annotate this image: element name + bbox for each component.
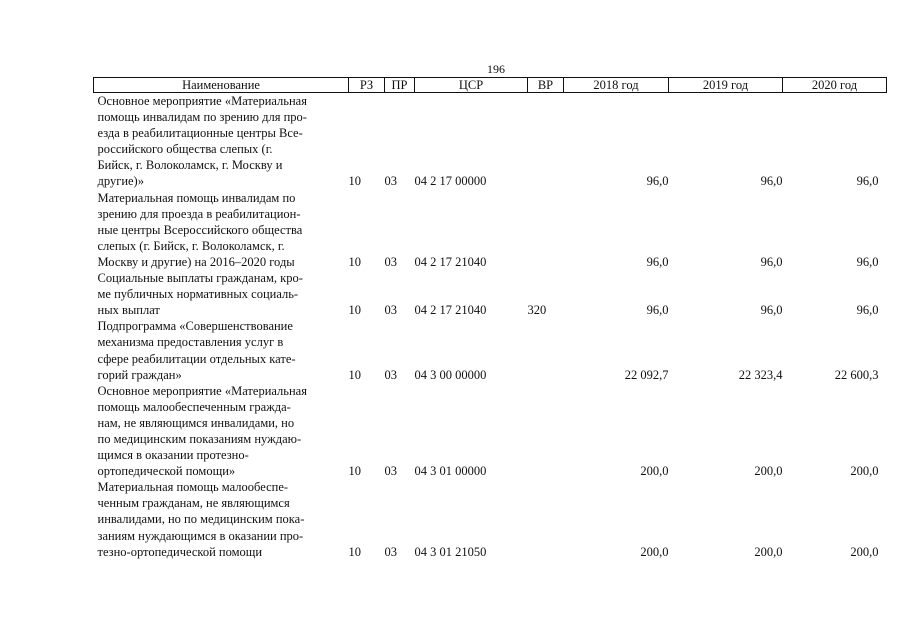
row-value-2019: 96,0	[760, 254, 783, 269]
row-value-2019: 22 323,4	[738, 367, 783, 382]
row-name-line: ме публичных нормативных социаль-	[97, 287, 299, 302]
row-value-2018: 96,0	[646, 174, 669, 189]
row-rz: 10	[348, 544, 361, 559]
table-row	[94, 190, 887, 270]
row-value-2020: 96,0	[856, 303, 879, 318]
row-csr: 04 2 17 00000	[414, 174, 487, 189]
row-name	[94, 479, 349, 559]
row-name	[94, 190, 349, 270]
budget-table	[93, 77, 887, 560]
row-name-line: по медицинским показаниям нуждаю-	[97, 431, 302, 446]
row-pr: 03	[384, 544, 397, 559]
row-name-line: ные центры Всероссийского общества	[97, 222, 303, 237]
column-header-2019: 2019 год	[669, 78, 783, 93]
row-name-line: нам, не являющимся инвалидами, но	[97, 415, 295, 430]
table-row	[94, 383, 887, 480]
row-name-line: помощь инвалидам по зрению для про-	[97, 110, 307, 125]
row-pr: 03	[384, 174, 397, 189]
row-name	[94, 270, 349, 318]
row-value-2019: 96,0	[760, 303, 783, 318]
row-value-2018: 96,0	[646, 254, 669, 269]
row-name-line: заниям нуждающимся в оказании про-	[97, 528, 304, 543]
table-row	[94, 93, 887, 190]
row-name-line: ченным гражданам, не являющимся	[97, 496, 290, 511]
row-name-line: инвалидами, но по медицинским пока-	[97, 512, 305, 527]
table-row	[94, 318, 887, 382]
row-name-line: помощь малообеспеченным гражда-	[97, 399, 291, 414]
row-name-line: ортопедической помощи»	[97, 464, 236, 479]
row-name-line: зрению для проезда в реабилитацион-	[97, 206, 301, 221]
row-rz: 10	[348, 254, 361, 269]
row-vr	[528, 93, 564, 190]
row-name	[94, 383, 349, 480]
table-header-row	[94, 78, 887, 93]
row-name-line: Подпрограмма «Совершенствование	[97, 319, 293, 334]
table-row	[94, 479, 887, 559]
column-header-2020: 2020 год	[783, 78, 887, 93]
row-value-2020: 22 600,3	[834, 367, 879, 382]
row-vr	[528, 479, 564, 559]
table-row	[94, 270, 887, 318]
row-vr	[528, 383, 564, 480]
row-name-line: сфере реабилитации отдельных кате-	[97, 351, 296, 366]
row-value-2020: 96,0	[856, 254, 879, 269]
column-header-vr: ВР	[528, 78, 564, 93]
row-value-2018: 96,0	[646, 303, 669, 318]
row-pr: 03	[384, 303, 397, 318]
row-name-line: езда в реабилитационные центры Все-	[97, 126, 303, 141]
row-name-line: Бийск, г. Волоколамск, г. Москву и	[97, 158, 283, 173]
column-header-rz: РЗ	[349, 78, 385, 93]
row-vr	[528, 318, 564, 382]
row-value-2019: 200,0	[754, 464, 783, 479]
row-name-line: Основное мероприятие «Материальная	[97, 383, 307, 398]
row-name-line: тезно-ортопедической помощи	[97, 544, 263, 559]
row-pr: 03	[384, 367, 397, 382]
row-csr: 04 2 17 21040	[414, 303, 487, 318]
row-rz: 10	[348, 367, 361, 382]
row-value-2020: 200,0	[850, 464, 879, 479]
row-csr: 04 3 01 00000	[414, 464, 487, 479]
row-value-2019: 96,0	[760, 174, 783, 189]
row-name-line: Москву и другие) на 2016–2020 годы	[97, 254, 295, 269]
row-value-2018: 200,0	[640, 544, 669, 559]
row-vr: 320	[527, 303, 547, 318]
row-name	[94, 318, 349, 382]
row-name-line: горий граждан»	[97, 367, 182, 382]
row-value-2018: 200,0	[640, 464, 669, 479]
row-name-line: другие)»	[97, 174, 144, 189]
row-pr: 03	[384, 464, 397, 479]
row-value-2020: 200,0	[850, 544, 879, 559]
column-header-2018: 2018 год	[564, 78, 669, 93]
row-value-2020: 96,0	[856, 174, 879, 189]
row-rz: 10	[348, 303, 361, 318]
row-rz: 10	[348, 464, 361, 479]
row-csr: 04 2 17 21040	[414, 254, 487, 269]
row-name-line: щимся в оказании протезно-	[97, 448, 249, 463]
row-name	[94, 93, 349, 190]
row-csr: 04 3 00 00000	[414, 367, 487, 382]
column-header-pr: ПР	[385, 78, 415, 93]
row-vr	[528, 190, 564, 270]
row-name-line: механизма предоставления услуг в	[97, 335, 284, 350]
column-header-csr: ЦСР	[415, 78, 528, 93]
row-name-line: ных выплат	[97, 303, 160, 318]
row-name-line: российского общества слепых (г.	[97, 142, 273, 157]
row-pr: 03	[384, 254, 397, 269]
row-name-line: Основное мероприятие «Материальная	[97, 94, 307, 108]
row-value-2019: 200,0	[754, 544, 783, 559]
row-value-2018: 22 092,7	[624, 367, 669, 382]
row-rz: 10	[348, 174, 361, 189]
row-name-line: слепых (г. Бийск, г. Волоколамск, г.	[97, 238, 285, 253]
row-csr: 04 3 01 21050	[414, 544, 487, 559]
row-name-line: Материальная помощь инвалидам по	[97, 190, 296, 205]
row-name-line: Материальная помощь малообеспе-	[97, 480, 289, 495]
column-header-name: Наименование	[94, 78, 349, 93]
row-name-line: Социальные выплаты гражданам, кро-	[97, 271, 303, 286]
page-number: 196	[487, 62, 505, 76]
